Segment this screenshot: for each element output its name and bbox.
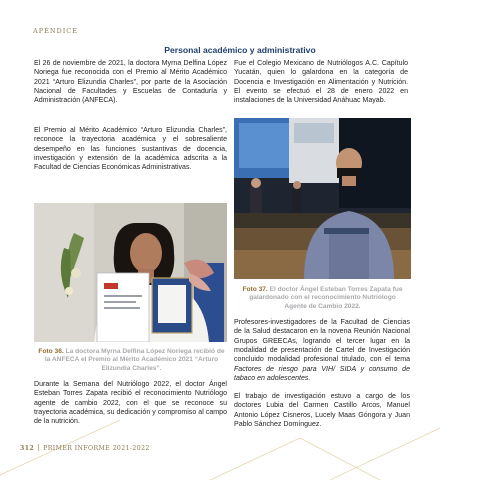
photo-36: [34, 203, 227, 342]
photo-37-caption-number: Foto 37.: [242, 286, 268, 293]
page-footer: [20, 444, 150, 452]
photo-36-caption-number: Foto 36.: [38, 348, 64, 355]
photo-36-image: [34, 203, 227, 342]
running-head: APÉNDICE: [33, 27, 78, 35]
right-paragraph-2-italic: Factores de riesgo para VIH/ SIDA y consumo de tabaco en adolescentes.: [234, 365, 410, 383]
right-paragraph-2: [234, 318, 410, 383]
section-title: Personal académico y administrativo: [164, 45, 316, 55]
footer-divider: [38, 444, 39, 451]
left-paragraph-2: El Premio al Mérito Académico “Arturo Elizundia Charles”, reconoce la trayectoria académica y el sobresaliente desempeño en las funciones sustantivas de docencia, investigación y extensión de la académica adscrita a la Facultad de Ciencias Económicas Administrativas.: [34, 127, 227, 172]
left-paragraph-1: El 26 de noviembre de 2021, la doctora Myrna Delfina López Noriega fue reconocida con el Premio al Mérito Académico 2021 “Arturo Elizundia Charles”, por parte de la Asociación Nacional de Facultades y Escuelas de Contaduría y Administración (ANFECA).: [34, 60, 227, 105]
photo-37-image: [234, 118, 411, 279]
right-paragraph-3: El trabajo de investigación estuvo a cargo de los doctores Lubia del Carmen Castillo Arcos, Manuel Antonio López Cisneros, Lucely Maas Góngora y Juan Pablo Sánchez Domínguez.: [234, 393, 410, 429]
photo-37: [234, 118, 411, 279]
photo-36-caption: [38, 348, 225, 373]
right-paragraph-2-text: Profesores-investigadores de la Facultad de Ciencias de la Salud destacaron en la novena Reunión Nacional Grupos GREECAs, logrando el tercer lugar en la modalidad de presentación de Cartel de Investigación concluido modalidad profesional titulado, con el tema: [234, 319, 410, 364]
right-paragraph-1: Fue el Colegio Mexicano de Nutriólogos A.C. Capítulo Yucatán, quien lo galardona en la categoría de Docencia e Investigación en Alimentación y Nutrición. El evento se efectuó el 28 de enero 2022 en instalaciones de la Universidad Anáhuac Mayab.: [234, 60, 408, 105]
photo-37-caption: [238, 286, 407, 311]
page-number: 312: [20, 445, 35, 452]
photo-37-caption-text: El doctor Ángel Esteban Torres Zapata fue galardonado con el reconocimiento Nutriólogo Agente de Cambio 2022.: [249, 286, 403, 310]
footer-report-title: PRIMER INFORME 2021-2022: [43, 445, 150, 452]
photo-36-caption-text: La doctora Myrna Delfina López Noriega recibió de la ANFECA el Premio al Mérito Académico 2021 “Arturo Elizundia Charles”.: [44, 348, 225, 372]
left-paragraph-3: Durante la Semana del Nutriólogo 2022, el doctor Ángel Esteban Torres Zapata recibió el reconocimiento Nutriólogo agente de cambio 2022, con el que se reconoce su trayectoria académica, su dedicación y compromiso al campo de la nutrición.: [34, 381, 227, 426]
